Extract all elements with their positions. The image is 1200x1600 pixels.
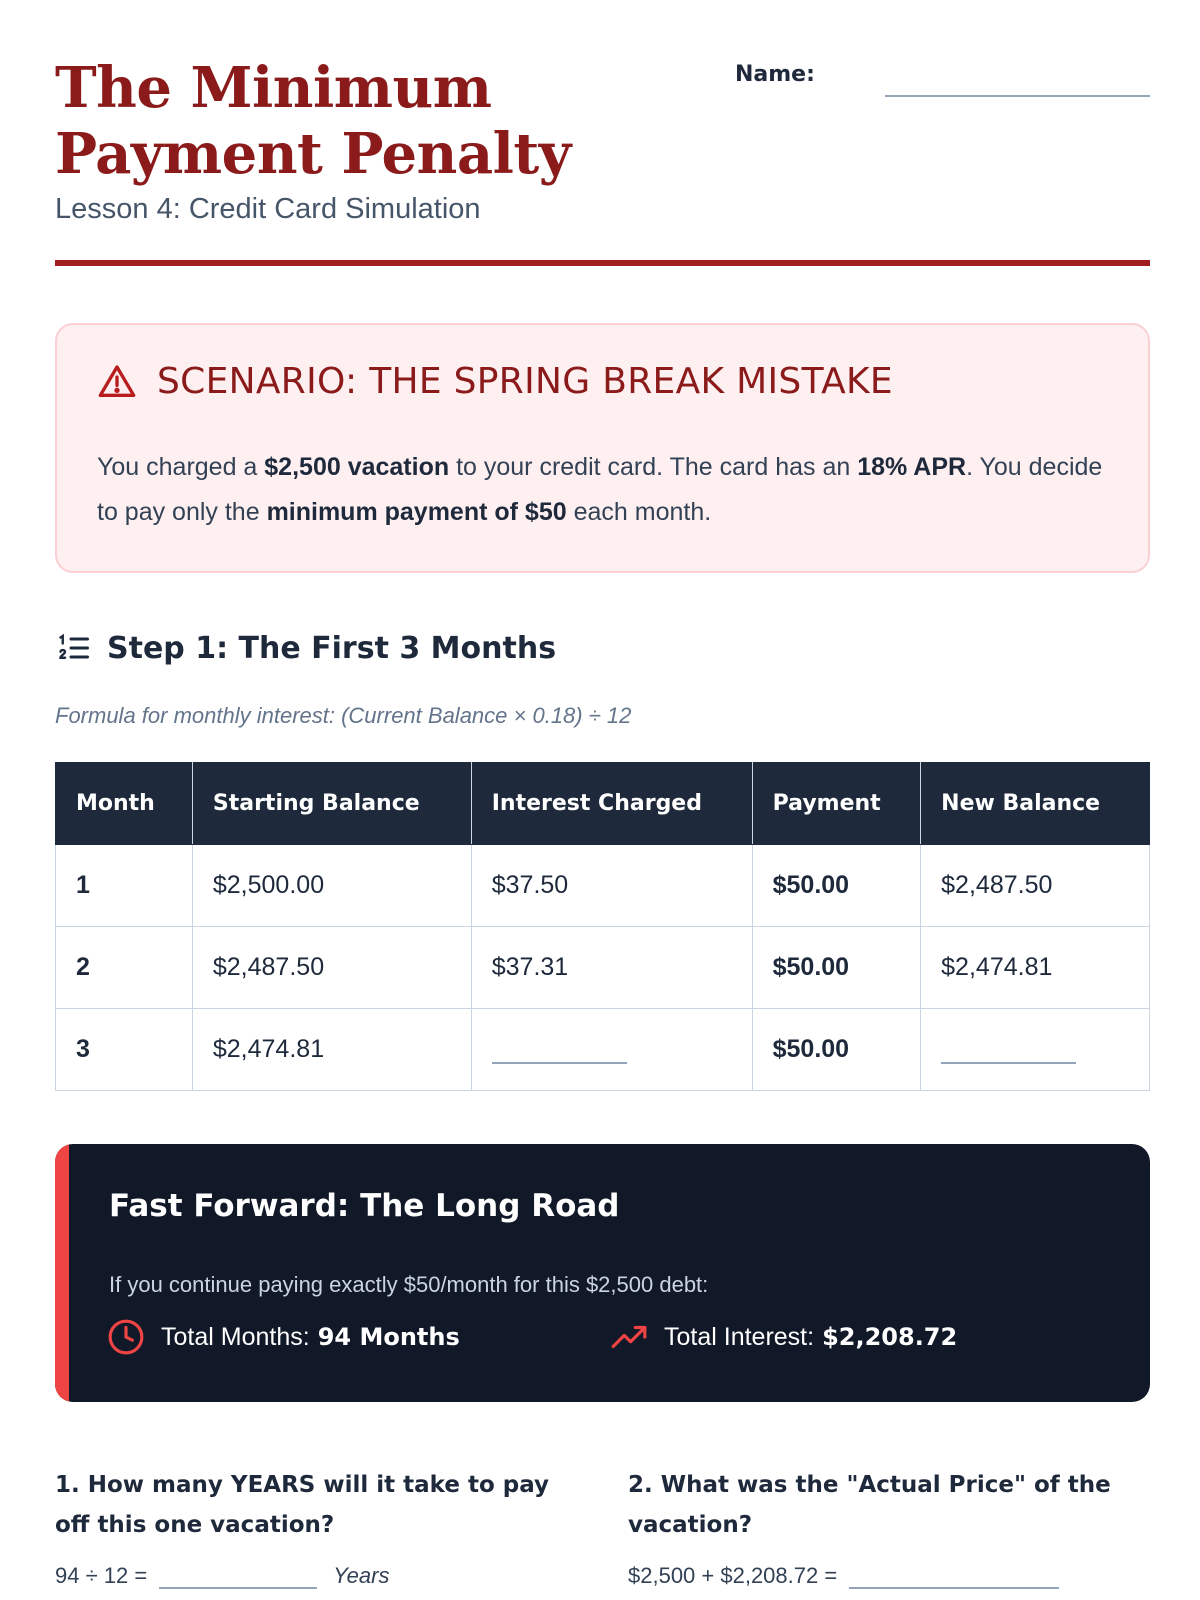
interest-answer-blank[interactable] <box>492 1038 627 1064</box>
name-label: Name: <box>735 62 815 87</box>
answer-unit: Years <box>333 1563 390 1588</box>
accent-bar <box>55 1144 69 1402</box>
starting-balance-cell: $2,487.50 <box>192 927 471 1009</box>
column-header: Interest Charged <box>471 763 752 845</box>
column-header: Month <box>56 763 193 845</box>
name-field[interactable] <box>735 59 1150 99</box>
fast-forward-title: Fast Forward: The Long Road <box>109 1188 620 1224</box>
scenario-text: You charged a $2,500 vacation to your credit card. The card has an 18% APR. You decide to pay only the minimum payment of $50 each month. <box>97 453 1103 526</box>
scenario-heading <box>97 361 893 402</box>
column-header: Payment <box>752 763 921 845</box>
step1-title: Step 1: The First 3 Months <box>107 630 557 666</box>
month-cell: 3 <box>56 1009 193 1091</box>
starting-balance-cell: $2,474.81 <box>192 1009 471 1091</box>
month-cell: 1 <box>56 845 193 927</box>
total-interest-stat <box>610 1318 957 1356</box>
interest-formula: Formula for monthly interest: (Current Balance × 0.18) ÷ 12 <box>55 703 632 728</box>
fast-forward-subtitle: If you continue paying exactly $50/month for this $2,500 debt: <box>109 1272 709 1297</box>
answer-blank[interactable] <box>849 1565 1059 1589</box>
warning-triangle-icon <box>97 362 137 402</box>
starting-balance-cell: $2,500.00 <box>192 845 471 927</box>
question-work <box>628 1563 1128 1589</box>
column-header: New Balance <box>921 763 1150 845</box>
worksheet-header <box>55 55 1150 226</box>
vacation-cost: $2,500 vacation <box>264 453 450 481</box>
table-header-row <box>56 763 1150 845</box>
page-title: The Minimum Payment Penalty <box>55 55 571 187</box>
total-interest-value: $2,208.72 <box>822 1323 958 1351</box>
interest-cell: $37.31 <box>471 927 752 1009</box>
trending-up-icon <box>610 1318 648 1356</box>
scenario-box <box>55 323 1150 573</box>
numbered-list-icon <box>55 630 93 666</box>
question-text: 2. What was the "Actual Price" of the vacation? <box>628 1472 1111 1538</box>
header-divider <box>55 260 1150 266</box>
table-row <box>56 1009 1150 1091</box>
new-balance-cell: $2,474.81 <box>921 927 1150 1009</box>
payment-cell: $50.00 <box>752 927 921 1009</box>
step1-heading <box>55 630 556 666</box>
new-balance-cell: $2,487.50 <box>921 845 1150 927</box>
question-work <box>55 1563 555 1589</box>
payment-cell: $50.00 <box>752 1009 921 1091</box>
name-input-line[interactable] <box>885 95 1150 97</box>
total-months-label: Total Months: <box>161 1322 310 1351</box>
balance-table <box>55 762 1150 1091</box>
question-2 <box>628 1465 1128 1589</box>
question-text: 1. How many YEARS will it take to pay off this one vacation? <box>55 1472 550 1538</box>
work-expression: $2,500 + $2,208.72 = <box>628 1563 838 1588</box>
interest-answer-cell <box>471 1009 752 1091</box>
new-balance-answer-cell <box>921 1009 1150 1091</box>
question-1 <box>55 1465 555 1589</box>
new-balance-answer-blank[interactable] <box>941 1038 1076 1064</box>
scenario-title: SCENARIO: THE SPRING BREAK MISTAKE <box>157 361 893 402</box>
payment-cell: $50.00 <box>752 845 921 927</box>
month-cell: 2 <box>56 927 193 1009</box>
total-interest-label: Total Interest: <box>664 1322 815 1351</box>
work-expression: 94 ÷ 12 = <box>55 1563 148 1588</box>
column-header: Starting Balance <box>192 763 471 845</box>
total-months-value: 94 Months <box>317 1323 460 1351</box>
table-row <box>56 845 1150 927</box>
minimum-payment: minimum payment of $50 <box>266 498 567 526</box>
table-row <box>56 927 1150 1009</box>
apr-value: 18% APR <box>857 453 967 481</box>
page-subtitle: Lesson 4: Credit Card Simulation <box>55 193 481 225</box>
fast-forward-box <box>55 1144 1150 1402</box>
clock-icon <box>107 1318 145 1356</box>
answer-blank[interactable] <box>159 1565 317 1589</box>
interest-cell: $37.50 <box>471 845 752 927</box>
total-months-stat <box>107 1318 460 1356</box>
